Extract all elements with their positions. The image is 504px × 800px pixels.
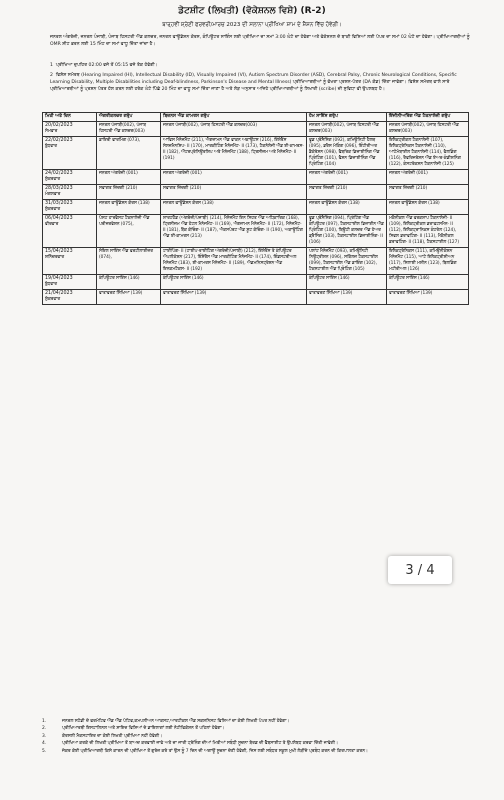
row-date: 24/02/2023 (45, 171, 73, 176)
footnote-text: ਜਨਰਲ ਸਟੱਡੀ ਦੇ ਫਰਮੇਟਿਵ ਐਂਡ ਐੱਡ ਪੇਟਿਵ,ਕਮਪਲੀਅਨ ਆਕਸਟ,ਆਰਟੀਕਲ ਐਂਡ ਸਕਸ਼ਨਿਸਟ ਵਿਸ਼ਿਆਂ ਦਾ ਕੋਈ ਲਿਖਤੀ ਪੇਪਰ ਨਹੀਂ ਹੋਵੇਗਾ। (62, 719, 290, 724)
row-date: 22/02/2023 (45, 138, 73, 143)
datesheet-table (42, 112, 469, 305)
business-cell: ਟਾਈਪਿੰਗ- II (ਟਾਈਪ-ਰਾਈਟਿੰਗ ਅੰਗਰੇਜ਼ੀ/ਪੰਜਾਬੀ) (212), ਇੰਸ਼ੋਰੈਂਸ ਤੇ ਕੰਪਿਊਟਰ ਐਪਲੀਕੇਸ਼ਨ (217), ਇੰਸ਼ੋਰੈਂਸ ਐਂਡ ਮਾਰਕੀਟਿੰਗ ਮੈਨੇਜਮੈਂਟ- II (174), ਇੰਡਸਟਰੀਅਲ ਮੈਨੇਜਮੈਂਟ (183), ਈ-ਕਾਮਰਸ ਮੈਨੇਜਮੈਂਟ- II (189), ਐਡਮਨਿਸਟ੍ਰੇਸ਼ਨ ਐਂਡ ਇਨਕਮਟੈਕਸ- II (192) (161, 248, 307, 275)
date-cell (43, 185, 97, 200)
table-row (43, 215, 469, 248)
table-row (43, 290, 469, 305)
pager-edge-shadow (452, 548, 504, 594)
agriculture-cell: ਜਨਰਲ ਅੰਗਰੇਜ਼ੀ (001) (97, 170, 161, 185)
note-2-number: 2 (50, 73, 53, 78)
intro-text: ਜਨਰਲ ਅੰਗਰੇਜ਼ੀ, ਜਨਰਲ ਪੰਜਾਬੀ, ਪੰਜਾਬ ਹਿਸਟਰੀ ਐਂਡ ਕਲਚਰ, ਜਨਰਲ ਫਾਊਂਡੇਸ਼ਨ ਕੋਰਸ, ਕੰਪਿਊਟਰ ਸਾਇੰਸ ਲਈ ਪ੍ਰੀਖਿਆ ਦਾ ਸਮਾਂ 3:00 ਘੰਟੇ ਦਾ ਹੋਵੇਗਾ ਅਤੇ ਵੋਕੇਸ਼ਨਲ ਦੇ ਬਾਕੀ ਵਿਸ਼ਿਆਂ ਲਈ ਪੇਪਰ ਦਾ ਸਮਾਂ 02 ਘੰਟੇ ਦਾ ਹੋਵੇਗਾ। ਪ੍ਰੀਖਿਆਰਥੀਆਂ ਨੂੰ OMR ਸ਼ੀਟ ਭਰਨ ਲਈ 15 ਮਿੰਟ ਦਾ ਸਮਾਂ ਵਾਧੂ ਦਿੱਤਾ ਜਾਂਦਾ ਹੈ। (50, 35, 470, 47)
table-row (43, 137, 469, 170)
row-day: ਬੁੱਧਵਾਰ (45, 282, 57, 287)
date-cell (43, 290, 97, 305)
row-day: ਸ਼ੁੱਕਰਵਾਰ (45, 177, 61, 182)
note-2 (50, 72, 470, 93)
row-day: ਸ਼ਨਿੱਚਰਵਾਰ (45, 255, 65, 260)
footnote-text: ਕੋਰਸਲੀ ਮੈਕਸਟਾਇਰ ਦਾ ਕੋਈ ਲਿਖਤੀ ਪ੍ਰੀਖਿਆ ਨਹੀਂ ਹੋਵੇਗੀ। (62, 733, 163, 739)
engineering-cell: ਜਨਰਲ ਪੰਜਾਬੀ(002), ਪੰਜਾਬ ਹਿਸਟਰੀ ਐਂਡ ਕਲਚਰ(003) (387, 122, 469, 137)
home-science-cell: ਜਨਰਲ ਫਾਊਂਡੇਸ਼ਨ ਕੋਰਸ (138) (307, 200, 387, 215)
header-agriculture-group: ਐਗਰੀਕਲਚਰ ਗਰੁੱਪ (97, 113, 161, 122)
business-cell: ਸਵਾਗਤ ਜ਼ਿੰਦਗੀ (210) (161, 185, 307, 200)
home-science-cell: ਫੂਡ ਪ੍ਰੋਸੈਸਿੰਗ (094), ਪ੍ਰਿੰਟਿੰਗ ਐਂਡ ਕੰਪਿਊਟਰ (097), ਟੈਕਸਟਾਈਲ ਡਿਜ਼ਾਈਨ ਐਂਡ ਪ੍ਰਿੰਟਿੰਗ (100), ਬਿਊਟੀ ਕਲਚਰ ਐਂਡ ਹੇਅਰ ਡ੍ਰੈਸਿੰਗ (103), ਟੈਕਸਟਾਈਲ ਡਿਜ਼ਾਈਨਿੰਗ- II (106) (307, 215, 387, 248)
row-day: ਸੋਮਵਾਰ (45, 129, 58, 134)
agriculture-cell: ਸਵਾਗਤ ਜ਼ਿੰਦਗੀ (210) (97, 185, 161, 200)
footnote-item (42, 733, 468, 740)
footnote-item (42, 748, 468, 755)
footnote-item (42, 740, 468, 747)
row-date: 19/04/2023 (45, 276, 73, 281)
agriculture-cell: ਜਨਰਲ ਪੰਜਾਬੀ(002), ਪੰਜਾਬ ਹਿਸਟਰੀ ਐਂਡ ਕਲਚਰ(003) (97, 122, 161, 137)
row-date: 28/03/2023 (45, 186, 73, 191)
row-day: ਸ਼ੁੱਕਰਵਾਰ (45, 207, 61, 212)
date-cell (43, 137, 97, 170)
engineering-cell: ਸਵਾਗਤ ਜ਼ਿੰਦਗੀ (210) (387, 185, 469, 200)
footnote-number: 4. (42, 741, 47, 747)
date-cell (43, 200, 97, 215)
note-1-text: ਪ੍ਰੀਖਿਆ ਦੁਪਹਿਰ 02:00 ਵਜੇ ਤੋਂ 05:15 ਵਜੇ ਤੱਕ ਹੋਵੇਗੀ। (55, 63, 158, 68)
business-cell: ਸ਼ਾਰਟਹੈਂਡ (ਅੰਗਰੇਜ਼ੀ/ਪੰਜਾਬੀ) (214), ਮੈਨੇਜਮੈਂਟ ਇਨ ਸਿਹਤ ਐਂਡ ਅਧਿਕਾਰਿਕ (168), ਟ੍ਰਿਸੀਜ਼ਮ ਐਂਡ ਹੋਟਲ ਮੈਨੇਜਮੈਂਟ- II (169), ਐਗਜ਼ਾਮਨ ਮੈਨੇਜਮੈਂਟ- II (172), ਮੈਨੇਜਮੈਂਟ- II (181), ਬੈਂਕ ਕੋਚਿੰਗ- II (187), ਐਕਸਪੋਰਟ ਐਂਡ ਸ਼ੂਟ ਕੋਚਿੰਗ- II (190), ਅਕਾਊਂਟਿੰਗ ਐਂਡ ਈ-ਕਾਮਰਸ (213) (161, 215, 307, 248)
date-cell (43, 170, 97, 185)
business-cell: ਜਨਰਲ ਅੰਗਰੇਜ਼ੀ (001) (161, 170, 307, 185)
footnote-item (42, 718, 468, 725)
page-title: ਡੇਟਸ਼ੀਟ (ਲਿਖਤੀ) (ਵੋਕੇਸ਼ਨਲ ਵਿਸ਼ੇ) (R-2) (178, 6, 326, 16)
footnote-text: ਪ੍ਰੀਖਿਆ ਕਰਕੇ ਦੀ ਲਿਖਤੀ ਪ੍ਰੀਖਿਆ ਤੋਂ ਬਾਅਦ ਕਰਵਾਈ ਜਾਵੇ ਅਤੇ ਦਾ ਜਾਰੀ ਟ੍ਰੇਨਿੰਗ ਦੀਆਂ ਮਿਤੀਆਂ ਸਬੰਧੀ ਸੂਚਨਾ ਬੋਰਡ ਦੀ ਵੈੱਬਸਾਈਟ ਤੇ ਉਪਲੱਬਧ ਕਰਵਾ ਦਿੱਤੀ ਜਾਵੇਗੀ। (62, 741, 338, 747)
home-science-cell: ਜਨਰਲ ਪੰਜਾਬੀ(002), ਪੰਜਾਬ ਹਿਸਟਰੀ ਐਂਡ ਕਲਚਰ(003) (307, 122, 387, 137)
date-cell (43, 275, 97, 290)
row-day: ਸ਼ੁੱਕਰਵਾਰ (45, 297, 61, 302)
page-subtitle: ਬਾਰ੍ਹਵੀਂ ਸ਼੍ਰੇਣੀ ਫਰਵਰੀ/ਮਾਰਚ 2023 ਦੀ ਸਲਾਨਾ ਪ੍ਰੀਖਿਆ ਸ਼ਾਮ ਦੇ ਸ਼ੈਸ਼ਨ ਵਿੱਚ ਹੋਵੇਗੀ। (162, 22, 342, 28)
home-science-cell: ਜਨਰਲ ਅੰਗਰੇਜ਼ੀ (001) (307, 170, 387, 185)
home-science-cell: ਸਵਾਗਤ ਜ਼ਿੰਦਗੀ (210) (307, 185, 387, 200)
row-date: 06/04/2023 (45, 216, 73, 221)
header-date-day: ਮਿਤੀ ਅਤੇ ਦਿਨ (43, 113, 97, 122)
agriculture-cell: ਪੋਸਟ ਹਾਰਵੈਸਟ ਟੈਕਨਾਲੋਜੀ ਐਂਡ ਪਰੀਜ਼ਰਵੇਸ਼ਨ (075), (97, 215, 161, 248)
table-row (43, 185, 469, 200)
agriculture-cell: ਜਨਰਲ ਫਾਊਂਡੇਸ਼ਨ ਕੋਰਸ (138) (97, 200, 161, 215)
footnote-number: 5. (42, 748, 47, 754)
header-home-science-group: ਹੋਮ ਸਾਇੰਸ ਗਰੁੱਪ (307, 113, 387, 122)
note-2-text: ਵਿਸ਼ੇਸ਼ ਸਮੱਰਥ (Hearing Impaired (HI), Intellectual Disability (ID), Visually Impaired (VI), Autism Spectrum Disorder (ASD), Cerebral Palsy, Chronic Neurological Conditions, Specific Learning Disability, Multiple Disabilities including Deaf-blindness, Parkinson's Disease and Mental Illness) ਪ੍ਰੀਖਿਆਰਥੀਆਂ ਨੂੰ ਵੱਖਰਾ ਪ੍ਰਸ਼ਨ-ਪੱਤਰ (DA ਕੋਡ) ਦਿੱਤਾ ਜਾਵੇਗਾ। ਵਿਸ਼ੇਸ਼ ਸਮੱਰਥ ਵਾਲੇ ਸਾਰੇ ਪ੍ਰੀਖਿਆਰਥੀਆਂ ਨੂੰ ਪ੍ਰਸ਼ਨ ਪੱਤਰ ਹੱਲ ਕਰਨ ਲਈ ਹਰੇਕ ਘੰਟੇ ਪਿੱਛੇ 20 ਮਿੰਟ ਦਾ ਵਾਧੂ ਸਮਾਂ ਦਿੱਤਾ ਜਾਣਾ ਹੈ ਅਤੇ ਲੋੜ ਅਨੁਸਾਰ ਅਜਿਹੇ ਪ੍ਰੀਖਿਆਰਥੀਆਂ ਨੂੰ ਲਿਖਾਰੀ (scribe) ਦੀ ਸੁਵਿਧਾ ਵੀ ਉਪਲਬਧ ਹੈ। (50, 73, 457, 92)
agriculture-cell: ਕੰਪਿਊਟਰ ਸਾਇੰਸ (146) (97, 275, 161, 290)
business-cell: ਜਨਰਲ ਪੰਜਾਬੀ(002), ਪੰਜਾਬ ਹਿਸਟਰੀ ਐਂਡ ਕਲਚਰ(003) (161, 122, 307, 137)
footnote-text: ਪ੍ਰੀਖਿਆਰਥੀ ਇਸਟਾਲਿਨਲ ਅਤੇ ਸ਼ਾਇਦ ਵਿਸ਼ਿਆਂ ਦੇ ਡਾਇਲਾਗਾਂ ਲਈ ਨੋਟੀਫਿਕੇਸ਼ਨ ਤੋਂ ਪਹਿਲਾਂ ਹੋਵੇਗਾ। (62, 726, 225, 732)
header-business-commerce-group: ਬਿਜ਼ਨਸ ਐਂਡ ਕਾਮਰਸ ਗਰੁੱਪ (161, 113, 307, 122)
engineering-cell: ਕੰਪਿਊਟਰ ਸਾਇੰਸ (146) (387, 275, 469, 290)
row-date: 20/02/2023 (45, 123, 73, 128)
row-day: ਬੁੱਧਵਾਰ (45, 144, 57, 149)
engineering-cell: ਜਨਰਲ ਅੰਗਰੇਜ਼ੀ (001) (387, 170, 469, 185)
engineering-cell: ਇਲੈਕਟ੍ਰੋਨਿਕਸ (111), ਕਮਿਊਨੀਕੇਸ਼ਨ ਮੈਨੇਜਮੈਂਟ (115), ਆਟੋ ਇਲੈਕਟ੍ਰੀਸ਼ੀਅਨ (117), ਸਿਲਾਈ ਮਸ਼ੀਨ (123), ਬਿਲਡਿੰਗ ਮਟੀਰੀਅਲ (126) (387, 248, 469, 275)
agriculture-cell: ਡਾਇਰੀ ਫਾਰਮਿੰਗ (073), (97, 137, 161, 170)
table-row (43, 122, 469, 137)
header-engineering-technology-group: ਇੰਜੀਨੀਅਰਿੰਗ ਐਂਡ ਟੈਕਨਾਲੋਜੀ ਗਰੁੱਪ (387, 113, 469, 122)
business-cell: ਜਨਰਲ ਫਾਊਂਡੇਸ਼ਨ ਕੋਰਸ (138) (161, 200, 307, 215)
footnote-number: 1. (42, 719, 47, 724)
note-1 (50, 62, 470, 69)
page-indicator[interactable]: 3 / 4 (388, 556, 452, 584)
table-header-row (43, 113, 469, 122)
row-day: ਵੀਰਵਾਰ (45, 222, 59, 227)
engineering-cell: ਮਕੈਨੀਕਲ ਐਂਡ ਵਰਕਸ਼ਾਪ ਟੈਕਨਾਲੋਜੀ- II (109), ਇਲੈਕਟ੍ਰੀਕਲ ਡਰਾਫਟਸਮੈਨ- II (112), ਇਲੈਕਟ੍ਰਾਨਿਕਸ ਕੰਟਰੋਲ (124), ਸਿਵਲ ਡਰਾਫਟਿੰਗ- II (113), ਮੈਕੈਨੀਕਲ ਡਰਾਫਟਿੰਗ- II (118), ਟੈਕਸਟਾਈਲ (127) (387, 215, 469, 248)
home-science-cell: ਫੂਡ ਪ੍ਰੋਸੈਸਿੰਗ (092), ਕਮਿਊਨਿਟੀ ਹੈਲਥ (095), ਡਰੈਸ ਮੇਕਿੰਗ (096), ਇੰਟੀਰੀਅਰ ਡੈਕੋਰੇਸ਼ਨ (098), ਫੈਬਰਿਕ ਡਿਜ਼ਾਈਨਿੰਗ ਐਂਡ ਪ੍ਰਿੰਟਿੰਗ (101), ਫੈਸ਼ਨ ਡਿਜ਼ਾਈਨਿੰਗ ਐਂਡ ਪ੍ਰਿੰਟਿੰਗ (104) (307, 137, 387, 170)
home-science-cell: ਵਾਤਾਵਰਣ ਸਿੱਖਿਆ (139) (307, 290, 387, 305)
agriculture-cell: ਵਾਤਾਵਰਣ ਸਿੱਖਿਆ (139) (97, 290, 161, 305)
row-date: 15/04/2023 (45, 249, 73, 254)
date-cell (43, 215, 97, 248)
home-science-cell: ਕੰਪਿਊਟਰ ਸਾਇੰਸ (146) (307, 275, 387, 290)
date-cell (43, 122, 97, 137)
row-day: ਮੰਗਲਵਾਰ (45, 192, 61, 197)
footnotes (42, 718, 468, 755)
engineering-cell: ਵਾਤਾਵਰਣ ਸਿੱਖਿਆ (139) (387, 290, 469, 305)
row-date: 21/04/2023 (45, 291, 73, 296)
note-1-number: 1 (50, 63, 53, 68)
business-cell: ਆਫਿਸ ਮੈਨੇਜਮੈਂਟ (211), ਐਗਜ਼ਾਮਨ ਐਂਡ ਵਾਕਨ ਅਕਾਊਂਟਸ (216), ਇੰਸ਼ੋਰੈਂਸ ਸੇਲਜ਼ਮੈਨਸ਼ਿਪ- II (170), ਮਾਰਕੀਟਿੰਗ ਮੈਨੇਜਮੈਂਟ- II (173), ਟੈਕਨੋਲੋਜੀ ਐਂਡ ਈ-ਕਾਮਰਸ- II (182), ਐਂਟਰਪ੍ਰੇਨਿਊਰਸ਼ਿਪ ਅਤੇ ਮੈਨੇਜਮੈਂਟ (188), ਟ੍ਰਿਸੀਜ਼ਮ ਅਤੇ ਮੈਨੇਜਮੈਂਟ- II (191) (161, 137, 307, 170)
agriculture-cell: ਸੋਇਲ ਸਾਇੰਸ ਐਂਡ ਫਰਟੀਲਾਈਜ਼ਰ (074), (97, 248, 161, 275)
business-cell: ਵਾਤਾਵਰਣ ਸਿੱਖਿਆ (139) (161, 290, 307, 305)
footnote-item (42, 725, 468, 732)
table-row (43, 170, 469, 185)
date-cell (43, 248, 97, 275)
table-row (43, 248, 469, 275)
row-date: 31/03/2023 (45, 201, 73, 206)
footnote-number: 3. (42, 733, 47, 739)
engineering-cell: ਜਨਰਲ ਫਾਊਂਡੇਸ਼ਨ ਕੋਰਸ (138) (387, 200, 469, 215)
business-cell: ਕੰਪਿਊਟਰ ਸਾਇੰਸ (146) (161, 275, 307, 290)
table-row (43, 200, 469, 215)
footnote-text: ਜੇਕਰ ਕੋਈ ਪ੍ਰੀਖਿਆਰਥੀ ਕਿਸੇ ਕਾਰਨ ਦੀ ਪ੍ਰੀਖਿਆ ਤੋਂ ਗੁਰੇਜ਼ ਕਰੇ ਤਾਂ ਉਸ ਨੂੰ 7 ਦਿਨ ਦੀ ਅਗਾਊਂ ਸੂਚਨਾ ਦੇਣੀ ਹੋਵੇਗੀ, ਜਿਸ ਲਈ ਸਬੰਧਤ ਸਕੂਲ ਮੁਖੀ ਲੋੜੀਂਦੇ ਪ੍ਰਬੰਧ ਕਰਨ ਦੀ ਕਿਰਪਾਲਤਾ ਕਰਨ। (62, 748, 368, 754)
footnote-number: 2. (42, 726, 47, 732)
table-row (43, 275, 469, 290)
engineering-cell: ਇਲੈਕਟ੍ਰੀਕਲ ਟੈਕਨਾਲੋਜੀ (107), ਇਲੈਕਟ੍ਰੋਨਿਕਸ ਟੈਕਨਾਲੋਜੀ (110), ਆਟੋਮੋਬਾਈਲ ਟੈਕਨਾਲੋਜੀ (114), ਵੈਲਡਿੰਗ (116), ਰੈਫਰਿਜਰੇਸ਼ਨ ਐਂਡ ਏਅਰ-ਕੰਡੀਸ਼ਨਿੰਗ (122), ਕੰਸਟਰੱਕਸ਼ਨ ਟੈਕਨਾਲੋਜੀ (125) (387, 137, 469, 170)
home-science-cell: ਪਲਾਂਟ ਮੈਨੇਜਮੈਂਟ (093), ਕਮਿਊਨਿਟੀ ਨਿਊਟ੍ਰੀਸ਼ਨ (096), ਸਕਿੱਲਜ਼ ਟੈਕਸਟਾਈਲ (099), ਟੈਕਸਟਾਈਲ ਐਂਡ ਡਾਇੰਗ (102), ਟੈਕਸਟਾਈਲ ਐਂਡ ਪ੍ਰਿੰਟਿੰਗ (105) (307, 248, 387, 275)
